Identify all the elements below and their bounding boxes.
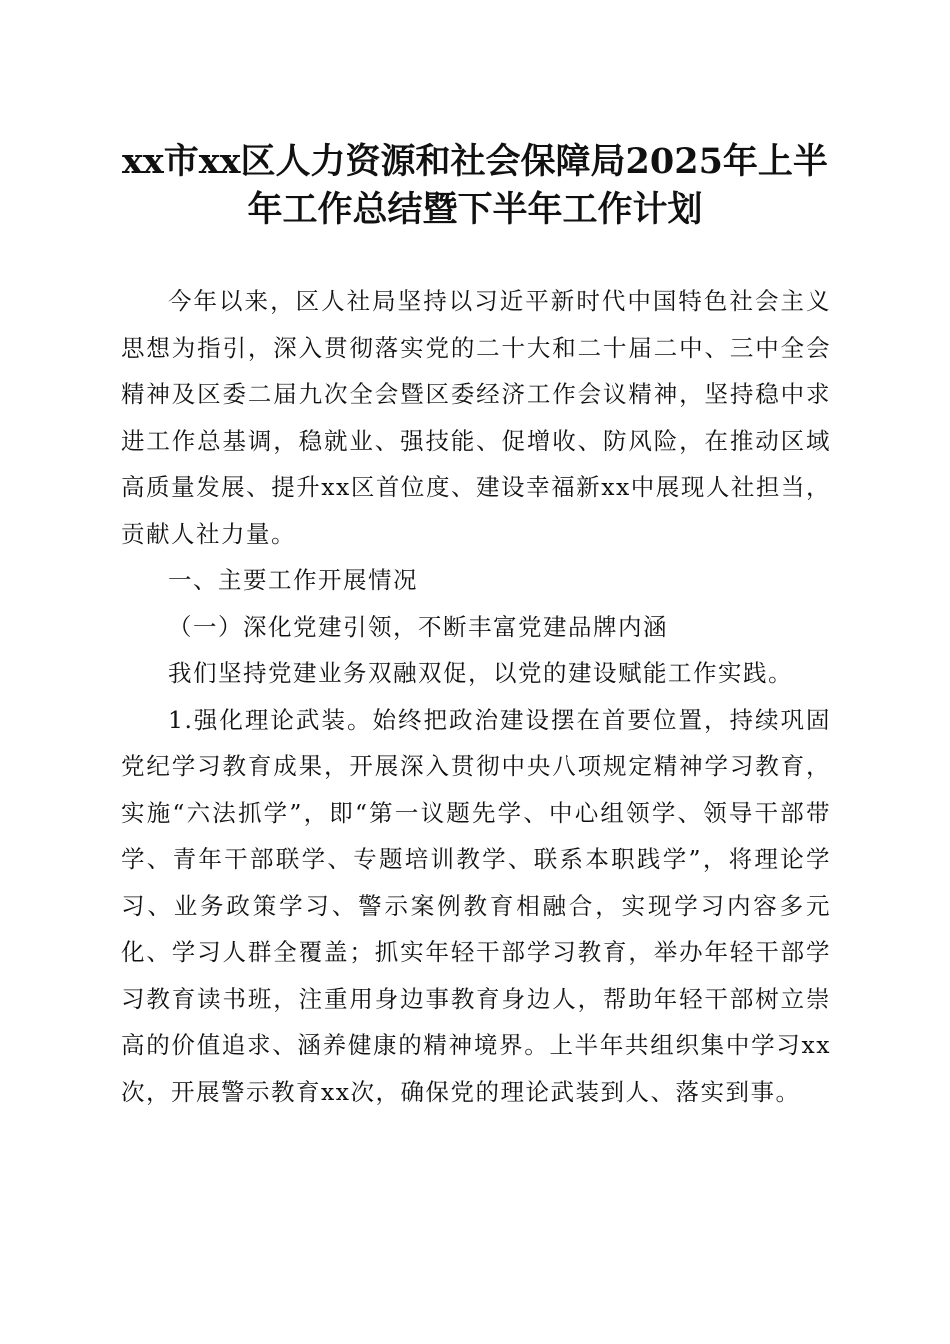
title-line-2: 年工作总结暨下半年工作计划: [247, 189, 703, 230]
title-line-1: xx市xx区人力资源和社会保障局2025年上半: [122, 141, 828, 182]
document-body: [121, 278, 831, 1115]
item-1-paragraph: 1.强化理论武装。始终把政治建设摆在首要位置，持续巩固党纪学习教育成果，开展深入贯彻中央八项规定精神学习教育，实施“六法抓学”，即“第一议题先学、中心组领学、领导干部带学、青年干部联学、专题培训教学、联系本职践学”，将理论学习、业务政策学习、警示案例教育相融合，实现学习内容多元化、学习人群全覆盖；抓实年轻干部学习教育，举办年轻干部学习教育读书班，注重用身边事教育身边人，帮助年轻干部树立崇高的价值追求、涵养健康的精神境界。上半年共组织集中学习xx次，开展警示教育xx次，确保党的理论武装到人、落实到事。: [121, 705, 831, 1106]
document-title: [100, 138, 850, 234]
subsection-heading-1: （一）深化党建引领，不断丰富党建品牌内涵: [168, 612, 668, 641]
intro-paragraph: 今年以来，区人社局坚持以习近平新时代中国特色社会主义思想为指引，深入贯彻落实党的二十大和二十届二中、三中全会精神及区委二届九次全会暨区委经济工作会议精神，坚持稳中求进工作总基调，稳就业、强技能、促增收、防风险，在推动区域高质量发展、提升xx区首位度、建设幸福新xx中展现人社担当，贡献人社力量。: [121, 287, 831, 548]
section-heading-1: 一、主要工作开展情况: [168, 566, 418, 594]
subsection-intro-paragraph: 我们坚持党建业务双融双促，以党的建设赋能工作实践。: [168, 659, 793, 687]
